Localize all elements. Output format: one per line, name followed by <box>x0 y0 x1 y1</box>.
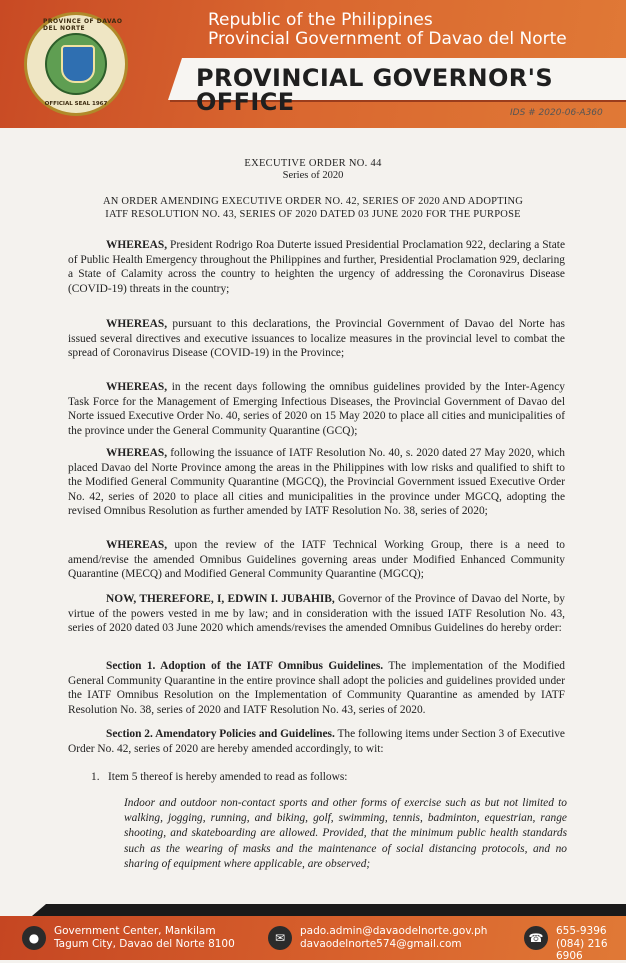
section-2-paragraph <box>68 727 565 756</box>
section-2-heading: Section 2. Amendatory Policies and Guidelines. <box>106 728 335 740</box>
section-1-text: The implementation of the Modified General Community Quarantine in the entire province shall adopt the policies and guidelines provided under the IATF Omnibus Resolution on the Implementation of Community Quarantine as amended by IATF Resolution No. 38, series of 2020 and IATF Resolution No. 43, series of 2020. <box>68 660 565 716</box>
phone-1[interactable]: 655-9396 <box>556 925 607 937</box>
now-therefore-paragraph <box>68 592 565 636</box>
order-heading-line2: IATF RESOLUTION NO. 43, SERIES OF 2020 DATED 03 JUNE 2020 FOR THE PURPOSE <box>105 209 521 220</box>
order-number: EXECUTIVE ORDER NO. 44 <box>244 158 382 169</box>
email-2[interactable]: davaodelnorte574@gmail.com <box>300 937 462 950</box>
whereas-paragraph-5 <box>68 538 565 582</box>
whereas-paragraph-4 <box>68 446 565 519</box>
phone-block <box>556 925 626 963</box>
amended-item-quote: Indoor and outdoor non-contact sports and other forms of exercise such as but not limited to walking, jogging, running, and biking, golf, swimming, tennis, badminton, equestrian, range shooting, and skateboarding are allowed. Provided, that the minimum public health standards such as the wearing of masks and the maintenance of social distancing protocols, and no sharing of equipment where applicable, are observed; <box>124 797 567 870</box>
paragraph-text: President Rodrigo Roa Duterte issued Presidential Proclamation 922, declaring a State of Public Health Emergency throughout the Philippines and further, Presidential Proclamation 929, declaring a State of Calamity across the country to heighten the urgency of addressing the Coronavirus Disease (COVID-19) threats in the country; <box>68 239 565 295</box>
seal-top-text: PROVINCE OF DAVAO DEL NORTE <box>43 18 123 32</box>
office-title: PROVINCIAL GOVERNOR'S OFFICE <box>196 64 554 116</box>
paragraph-lead: NOW, THEREFORE, I, EDWIN I. JUBAHIB, <box>106 593 335 605</box>
order-series: Series of 2020 <box>282 170 344 181</box>
paragraph-text: following the issuance of IATF Resolution No. 40, s. 2020 dated 27 May 2020, which placed Davao del Norte Province among the areas in the Philippines with low risks and qualified to shift to the Modified General Community Quarantine (MGCQ), the Provincial Government issued Executive Order No. 42, series of 2020 to place all cities and municipalities in the province under MGCQ, adopting the revised Omnibus Resolution as further amended by IATF Resolution No. 38, series of 2020; <box>68 447 565 518</box>
phone-2[interactable]: (084) 216 6906 <box>556 937 608 962</box>
provincial-seal <box>24 12 128 116</box>
order-heading-line1: AN ORDER AMENDING EXECUTIVE ORDER NO. 42, SERIES OF 2020 AND ADOPTING <box>102 196 524 207</box>
paragraph-text: in the recent days following the omnibus guidelines provided by the Inter-Agency Task Force for the Management of Emerging Infectious Diseases, the Provincial Government of Davao del Norte issued Executive Order No. 40, series of 2020 on 15 May 2020 to place all cities and municipalities of the province under the General Community Quarantine (GCQ); <box>68 381 565 437</box>
paragraph-lead: WHEREAS, <box>106 447 168 459</box>
whereas-paragraph-3 <box>68 380 565 438</box>
list-item-text: Item 5 thereof is hereby amended to read as follows: <box>108 771 348 783</box>
whereas-paragraph-2 <box>68 317 565 361</box>
footer-divider-bar <box>32 904 626 916</box>
paragraph-lead: WHEREAS, <box>106 239 168 251</box>
location-pin-icon: ● <box>22 926 46 950</box>
whereas-paragraph-1 <box>68 238 565 296</box>
republic-line: Republic of the Philippines <box>208 10 433 30</box>
paragraph-lead: WHEREAS, <box>106 318 168 330</box>
contact-footer <box>0 916 626 960</box>
list-item <box>91 771 348 783</box>
paragraph-lead: WHEREAS, <box>106 381 168 393</box>
document-tracking-stamp: IDS # 2020-06-A360 <box>510 108 603 118</box>
list-item-number: 1. <box>91 771 100 783</box>
phone-icon: ☎ <box>524 926 548 950</box>
paragraph-lead: WHEREAS, <box>106 539 168 551</box>
address-line-1: Government Center, Mankilam <box>54 925 216 937</box>
paragraph-text: Governor of the Province of Davao del Norte, by virtue of the powers vested in me by law; and in consideration with the issued IATF Resolution No. 43, series of 2020 dated 03 June 2020 which amends/revises the amended Omnibus Guidelines do hereby order: <box>68 593 566 635</box>
section-1-heading: Section 1. Adoption of the IATF Omnibus Guidelines. <box>106 660 384 672</box>
seal-bottom-text: OFFICIAL SEAL 1967 <box>44 101 108 107</box>
seal-shield <box>61 45 95 83</box>
section-2-text: The following items under Section 3 of Executive Order No. 42, series of 2020 are hereby amended accordingly, to wit: <box>68 728 565 755</box>
address-line-2: Tagum City, Davao del Norte 8100 <box>54 937 235 950</box>
email-block <box>300 925 487 950</box>
envelope-icon: ✉ <box>268 926 292 950</box>
section-1-paragraph <box>68 659 565 717</box>
provincial-government-line: Provincial Government of Davao del Norte <box>208 29 567 49</box>
address-block <box>54 925 235 950</box>
seal-emblem <box>45 33 107 95</box>
paragraph-text: upon the review of the IATF Technical Working Group, there is a need to amend/revise the amended Omnibus Guidelines governing areas under Modified Enhanced Community Quarantine (MECQ) and Modified General Community Quarantine (MGCQ); <box>68 539 565 581</box>
paragraph-text: pursuant to this declarations, the Provincial Government of Davao del Norte has issued several directives and executive issuances to localize measures in the provincial level to combat the spread of Coronavirus Disease (COVID-19) in the Province; <box>68 318 565 360</box>
email-1[interactable]: pado.admin@davaodelnorte.gov.ph <box>300 925 488 937</box>
